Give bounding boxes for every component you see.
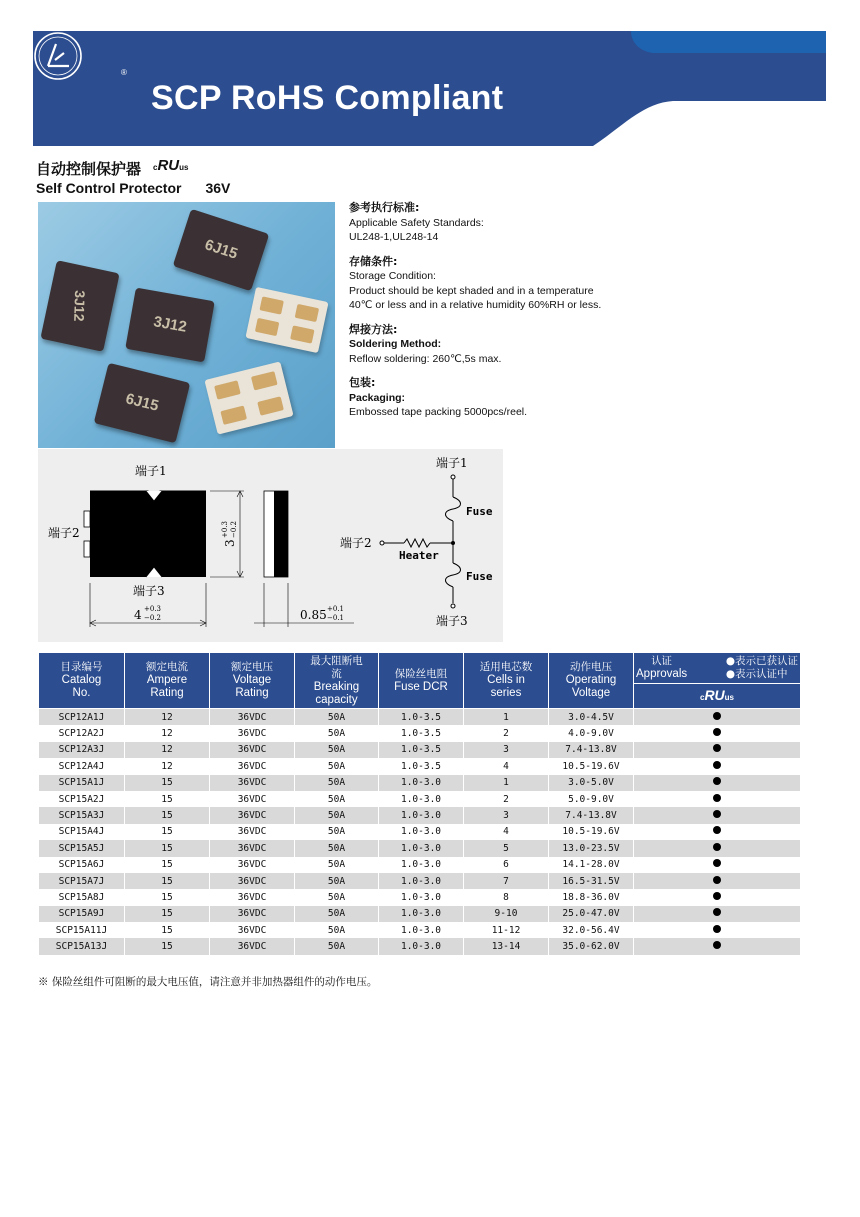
cell-approval [634, 889, 801, 905]
cell-ampere: 15 [125, 938, 210, 954]
approved-dot-icon [713, 892, 721, 900]
col-fuse-dcr: 保险丝电阻 Fuse DCR [379, 653, 464, 709]
cell-catalog: SCP15A1J [39, 775, 125, 791]
table-row [39, 791, 801, 807]
cell-voltage: 36VDC [210, 889, 295, 905]
cell-voltage: 36VDC [210, 824, 295, 840]
table-row [39, 857, 801, 873]
cell-breaking: 50A [295, 906, 379, 922]
footnote: ※ 保险丝组件可阻断的最大电压值，请注意并非加热器组件的动作电压。 [38, 976, 378, 988]
cell-cells: 13-14 [464, 938, 549, 954]
terminal2-label: 端子2 [48, 526, 80, 540]
width-tol-minus: −0.2 [144, 614, 161, 622]
cell-ampere: 15 [125, 775, 210, 791]
cell-dcr: 1.0-3.0 [379, 873, 464, 889]
approved-dot-icon [713, 859, 721, 867]
cell-catalog: SCP15A9J [39, 906, 125, 922]
cell-voltage: 36VDC [210, 758, 295, 774]
legend-pending: ●表示认证中 [725, 668, 788, 680]
cell-dcr: 1.0-3.0 [379, 906, 464, 922]
circuit-terminal2-label: 端子2 [340, 536, 372, 550]
product-voltage: 36V [205, 180, 231, 196]
cell-approval [634, 775, 801, 791]
chip-image: 6J15 [173, 209, 270, 291]
chip-bottom-image [245, 287, 328, 353]
cell-cells: 6 [464, 857, 549, 873]
company-logo-icon [33, 31, 83, 81]
circuit-terminal1-label: 端子1 [436, 456, 468, 470]
cell-cells: 2 [464, 725, 549, 741]
standards-section: 参考执行标准: Applicable Safety Standards: UL248-1,UL248-14 [349, 201, 484, 243]
approved-dot-icon [713, 826, 721, 834]
approved-dot-icon [713, 876, 721, 884]
cell-catalog: SCP15A8J [39, 889, 125, 905]
approved-dot-icon [713, 941, 721, 949]
cell-catalog: SCP15A4J [39, 824, 125, 840]
chip-image: 3J12 [40, 260, 119, 352]
chip-image: 6J15 [94, 363, 191, 443]
registered-mark: ® [121, 68, 127, 77]
cell-catalog: SCP15A7J [39, 873, 125, 889]
col-cells: 适用电芯数 Cells in series [464, 653, 549, 709]
table-row [39, 742, 801, 758]
cell-catalog: SCP15A2J [39, 791, 125, 807]
cell-ampere: 15 [125, 791, 210, 807]
terminal-node [451, 475, 455, 479]
cell-catalog: SCP12A3J [39, 742, 125, 758]
cell-voltage: 36VDC [210, 873, 295, 889]
cell-cells: 3 [464, 807, 549, 823]
height-tol-minus: −0.2 [230, 521, 238, 538]
ul-column-icon: cRUus [634, 684, 801, 709]
approved-dot-icon [713, 908, 721, 916]
spec-notes [349, 201, 799, 430]
cell-ampere: 12 [125, 725, 210, 741]
cell-catalog: SCP15A5J [39, 840, 125, 856]
cell-opv: 10.5-19.6V [549, 758, 634, 774]
thickness-tol-minus: −0.1 [327, 614, 344, 622]
approved-dot-icon [713, 794, 721, 802]
cell-catalog: SCP15A3J [39, 807, 125, 823]
terminal3-label: 端子3 [133, 584, 165, 598]
cell-voltage: 36VDC [210, 938, 295, 954]
table-header-row [39, 653, 801, 684]
cell-catalog: SCP12A2J [39, 725, 125, 741]
table-row [39, 922, 801, 938]
width-value: 4 [134, 608, 142, 622]
approved-dot-icon [713, 744, 721, 752]
cell-catalog: SCP12A1J [39, 709, 125, 726]
cell-voltage: 36VDC [210, 922, 295, 938]
cell-opv: 7.4-13.8V [549, 742, 634, 758]
packaging-section: 包装: Packaging: Embossed tape packing 5000pcs/reel. [349, 376, 528, 418]
cell-breaking: 50A [295, 725, 379, 741]
table-row [39, 824, 801, 840]
cell-ampere: 15 [125, 922, 210, 938]
cell-opv: 4.0-9.0V [549, 725, 634, 741]
table-row [39, 807, 801, 823]
cell-ampere: 12 [125, 709, 210, 726]
cell-dcr: 1.0-3.0 [379, 857, 464, 873]
cell-voltage: 36VDC [210, 807, 295, 823]
cell-catalog: SCP15A6J [39, 857, 125, 873]
cell-ampere: 15 [125, 889, 210, 905]
approved-dot-icon [713, 761, 721, 769]
cell-cells: 1 [464, 709, 549, 726]
col-catalog: 目录编号 Catalog No. [39, 653, 125, 709]
spec-table [38, 652, 801, 955]
cell-opv: 14.1-28.0V [549, 857, 634, 873]
cell-approval [634, 922, 801, 938]
table-row [39, 889, 801, 905]
cell-ampere: 15 [125, 840, 210, 856]
cell-approval [634, 791, 801, 807]
cell-cells: 7 [464, 873, 549, 889]
header-banner [33, 31, 826, 146]
circuit-terminal3-label: 端子3 [436, 614, 468, 628]
cell-breaking: 50A [295, 758, 379, 774]
thickness-value: 0.85 [300, 608, 327, 622]
cell-opv: 13.0-23.5V [549, 840, 634, 856]
cell-opv: 3.0-5.0V [549, 775, 634, 791]
cell-approval [634, 824, 801, 840]
cell-opv: 16.5-31.5V [549, 873, 634, 889]
cell-cells: 4 [464, 758, 549, 774]
table-row [39, 758, 801, 774]
approved-dot-icon [713, 712, 721, 720]
cell-cells: 3 [464, 742, 549, 758]
approved-dot-icon [713, 810, 721, 818]
cell-cells: 11-12 [464, 922, 549, 938]
product-name-cn: 自动控制保护器 [36, 160, 142, 178]
height-value: 3 [223, 539, 237, 547]
cell-cells: 9-10 [464, 906, 549, 922]
table-row [39, 709, 801, 726]
product-photo [38, 202, 335, 448]
col-ampere: 额定电流 Ampere Rating [125, 653, 210, 709]
col-voltage: 额定电压 Voltage Rating [210, 653, 295, 709]
table-row [39, 938, 801, 954]
cell-dcr: 1.0-3.5 [379, 758, 464, 774]
fuse-symbol [446, 563, 461, 587]
cell-breaking: 50A [295, 807, 379, 823]
cell-voltage: 36VDC [210, 857, 295, 873]
ul-certification-icon: cRUus [153, 157, 189, 174]
cell-approval [634, 725, 801, 741]
cell-approval [634, 709, 801, 726]
cell-opv: 3.0-4.5V [549, 709, 634, 726]
col-approvals: 认证 Approvals ●表示已获认证 ●表示认证中 [634, 653, 801, 684]
storage-section: 存储条件: Storage Condition: Product should be kept shaded and in a temperature 40℃ or less and in a relative humidity 60%RH or less. [349, 254, 602, 311]
cell-dcr: 1.0-3.0 [379, 938, 464, 954]
table-row [39, 840, 801, 856]
width-tol-plus: +0.3 [144, 605, 161, 613]
cell-breaking: 50A [295, 873, 379, 889]
page-title: SCP RoHS Compliant [151, 79, 504, 117]
cell-ampere: 15 [125, 824, 210, 840]
cell-ampere: 15 [125, 857, 210, 873]
cell-voltage: 36VDC [210, 725, 295, 741]
cell-breaking: 50A [295, 922, 379, 938]
cell-catalog: SCP15A11J [39, 922, 125, 938]
height-tol-plus: +0.3 [221, 521, 229, 538]
heater-resistor-symbol [404, 539, 430, 547]
heater-label: Heater [399, 549, 439, 562]
cell-voltage: 36VDC [210, 709, 295, 726]
cell-approval [634, 906, 801, 922]
cell-breaking: 50A [295, 857, 379, 873]
cell-opv: 32.0-56.4V [549, 922, 634, 938]
cell-opv: 18.8-36.0V [549, 889, 634, 905]
cell-dcr: 1.0-3.0 [379, 889, 464, 905]
cell-cells: 1 [464, 775, 549, 791]
cell-opv: 7.4-13.8V [549, 807, 634, 823]
thickness-tol-plus: +0.1 [327, 605, 344, 613]
fuse-symbol [446, 497, 461, 521]
cell-breaking: 50A [295, 889, 379, 905]
table-row [39, 775, 801, 791]
cell-dcr: 1.0-3.0 [379, 775, 464, 791]
cell-cells: 8 [464, 889, 549, 905]
cell-cells: 4 [464, 824, 549, 840]
dimension-diagram [38, 449, 503, 642]
terminal-node [451, 604, 455, 608]
package-top-view [90, 491, 206, 577]
cell-opv: 10.5-19.6V [549, 824, 634, 840]
table-row [39, 873, 801, 889]
cell-approval [634, 938, 801, 954]
cell-approval [634, 758, 801, 774]
cell-ampere: 12 [125, 758, 210, 774]
cell-voltage: 36VDC [210, 791, 295, 807]
cell-voltage: 36VDC [210, 840, 295, 856]
terminal-node [380, 541, 384, 545]
fuse-label: Fuse [466, 505, 493, 518]
chip-image: 3J12 [125, 288, 215, 363]
cell-dcr: 1.0-3.0 [379, 922, 464, 938]
cell-catalog: SCP12A4J [39, 758, 125, 774]
cell-voltage: 36VDC [210, 906, 295, 922]
soldering-section: 焊接方法: Soldering Method: Reflow soldering: 260℃,5s max. [349, 322, 502, 365]
cell-breaking: 50A [295, 840, 379, 856]
cell-opv: 25.0-47.0V [549, 906, 634, 922]
cell-voltage: 36VDC [210, 742, 295, 758]
cell-opv: 35.0-62.0V [549, 938, 634, 954]
cell-dcr: 1.0-3.5 [379, 725, 464, 741]
cell-breaking: 50A [295, 709, 379, 726]
cell-ampere: 12 [125, 742, 210, 758]
cell-dcr: 1.0-3.0 [379, 840, 464, 856]
cell-cells: 5 [464, 840, 549, 856]
col-breaking: 最大阻断电 流 Breaking capacity [295, 653, 379, 709]
approved-dot-icon [713, 728, 721, 736]
table-row [39, 906, 801, 922]
product-name-en: Self Control Protector 36V [36, 180, 231, 196]
cell-ampere: 15 [125, 906, 210, 922]
cell-opv: 5.0-9.0V [549, 791, 634, 807]
package-side-view [274, 491, 288, 577]
legend-approved: ●表示已获认证 [725, 655, 798, 667]
cell-approval [634, 840, 801, 856]
cell-dcr: 1.0-3.5 [379, 742, 464, 758]
cell-breaking: 50A [295, 938, 379, 954]
approved-dot-icon [713, 843, 721, 851]
cell-dcr: 1.0-3.5 [379, 709, 464, 726]
cell-dcr: 1.0-3.0 [379, 791, 464, 807]
cell-cells: 2 [464, 791, 549, 807]
cell-ampere: 15 [125, 807, 210, 823]
chip-bottom-image [204, 361, 293, 434]
cell-breaking: 50A [295, 742, 379, 758]
cell-catalog: SCP15A13J [39, 938, 125, 954]
cell-approval [634, 742, 801, 758]
cell-approval [634, 807, 801, 823]
cell-ampere: 15 [125, 873, 210, 889]
fuse-label: Fuse [466, 570, 493, 583]
cell-breaking: 50A [295, 775, 379, 791]
approved-dot-icon [713, 777, 721, 785]
cell-approval [634, 873, 801, 889]
terminal1-label: 端子1 [135, 464, 167, 478]
cell-breaking: 50A [295, 824, 379, 840]
cell-dcr: 1.0-3.0 [379, 807, 464, 823]
cell-voltage: 36VDC [210, 775, 295, 791]
cell-approval [634, 857, 801, 873]
approved-dot-icon [713, 925, 721, 933]
cell-breaking: 50A [295, 791, 379, 807]
col-operating-voltage: 动作电压 Operating Voltage [549, 653, 634, 709]
table-row [39, 725, 801, 741]
cell-dcr: 1.0-3.0 [379, 824, 464, 840]
